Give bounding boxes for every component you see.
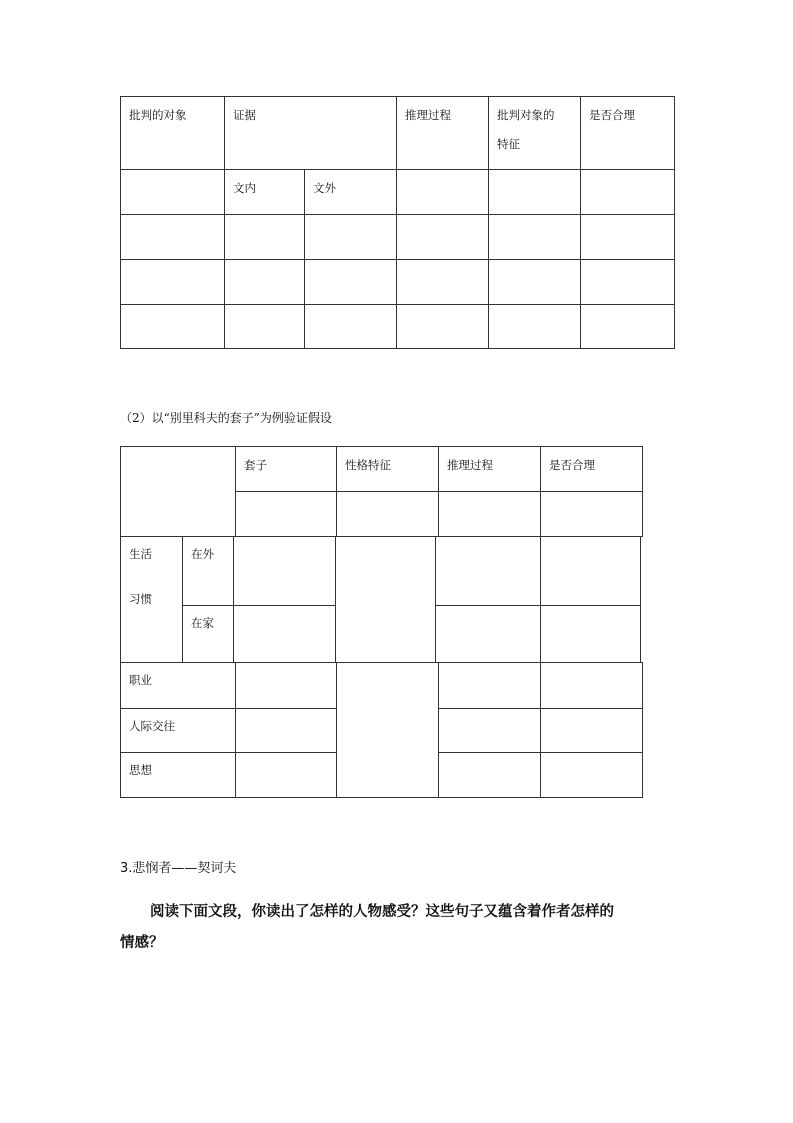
table-cell[interactable] bbox=[489, 215, 581, 260]
header-reasonable bbox=[581, 97, 675, 170]
header-character-traits bbox=[337, 447, 439, 492]
header-reasonable bbox=[541, 447, 643, 492]
table-cell[interactable] bbox=[305, 215, 397, 260]
table-cell[interactable] bbox=[541, 606, 641, 663]
sub-row-home bbox=[183, 606, 234, 663]
table-corner-cell bbox=[121, 447, 236, 537]
table-cell[interactable] bbox=[121, 260, 225, 305]
row-label: 在家 bbox=[191, 616, 214, 630]
table-cell[interactable] bbox=[541, 663, 643, 709]
other-aspects-table bbox=[120, 662, 643, 798]
table-row bbox=[121, 260, 675, 305]
row-thought bbox=[121, 753, 236, 798]
question-paragraph-line1: 阅读下面文段，你读出了怎样的人物感受？这些句子又蕴含着作者怎样的 bbox=[150, 903, 614, 920]
table-cell[interactable] bbox=[236, 753, 337, 798]
table-cell[interactable] bbox=[489, 305, 581, 349]
table-cell[interactable] bbox=[439, 753, 541, 798]
header-evidence bbox=[225, 97, 397, 170]
table-cell[interactable] bbox=[337, 663, 439, 798]
table-cell[interactable] bbox=[439, 709, 541, 753]
table-cell[interactable] bbox=[541, 709, 643, 753]
table-cell[interactable] bbox=[121, 215, 225, 260]
section-heading: 3.悲悯者——契诃夫 bbox=[120, 861, 237, 876]
table-cell[interactable] bbox=[225, 305, 305, 349]
row-label: 生活 bbox=[129, 547, 152, 561]
table-cell[interactable] bbox=[225, 215, 305, 260]
table-row bbox=[121, 305, 675, 349]
table-cell[interactable] bbox=[305, 305, 397, 349]
header-label: 性格特征 bbox=[345, 458, 391, 472]
table-cell[interactable] bbox=[337, 492, 439, 537]
table-cell[interactable] bbox=[541, 492, 643, 537]
table-cell[interactable] bbox=[121, 305, 225, 349]
question-paragraph-line2: 情感？ bbox=[120, 934, 164, 951]
table-cell[interactable] bbox=[234, 606, 336, 663]
table-cell[interactable] bbox=[489, 170, 581, 215]
section-caption: （2）以“别里科夫的套子”为例验证假设 bbox=[120, 411, 332, 425]
table-cell[interactable] bbox=[541, 537, 641, 606]
table-row bbox=[121, 215, 675, 260]
row-label: 在外 bbox=[191, 547, 214, 561]
header-label: 推理过程 bbox=[405, 108, 451, 122]
header-label: 批判的对象 bbox=[129, 108, 187, 122]
evidence-table bbox=[120, 96, 675, 349]
row-group-living-habits bbox=[121, 537, 183, 663]
header-criticized-object bbox=[121, 97, 225, 170]
row-label: 职业 bbox=[129, 673, 152, 687]
table-cell[interactable] bbox=[541, 753, 643, 798]
header-reasoning bbox=[439, 447, 541, 492]
header-label: 是否合理 bbox=[589, 108, 635, 122]
table-cell[interactable] bbox=[225, 260, 305, 305]
header-label: 批判对象的 bbox=[497, 108, 555, 122]
row-profession bbox=[121, 663, 236, 709]
table-cell[interactable] bbox=[236, 709, 337, 753]
subheader-label: 文内 bbox=[233, 181, 256, 195]
subheader-in-text bbox=[225, 170, 305, 215]
table-cell[interactable] bbox=[439, 663, 541, 709]
row-label: 思想 bbox=[129, 763, 152, 777]
table-cell[interactable] bbox=[236, 492, 337, 537]
table-cell[interactable] bbox=[581, 215, 675, 260]
table-cell[interactable] bbox=[121, 170, 225, 215]
table-cell[interactable] bbox=[397, 260, 489, 305]
table-cell[interactable] bbox=[236, 663, 337, 709]
header-label: 推理过程 bbox=[447, 458, 493, 472]
living-habits-table bbox=[120, 536, 641, 663]
sub-row-outside bbox=[183, 537, 234, 606]
table-cell[interactable] bbox=[439, 492, 541, 537]
subheader-label: 文外 bbox=[313, 181, 336, 195]
header-object-features bbox=[489, 97, 581, 170]
table-cell[interactable] bbox=[336, 537, 436, 663]
table-cell[interactable] bbox=[436, 537, 541, 606]
header-label: 特征 bbox=[497, 137, 520, 151]
header-reasoning bbox=[397, 97, 489, 170]
subheader-out-text bbox=[305, 170, 397, 215]
table-cell[interactable] bbox=[581, 170, 675, 215]
row-label: 习惯 bbox=[129, 592, 152, 606]
header-label: 套子 bbox=[244, 458, 267, 472]
table-cell[interactable] bbox=[305, 260, 397, 305]
table-cell[interactable] bbox=[397, 170, 489, 215]
row-label: 人际交往 bbox=[129, 719, 175, 733]
table-cell[interactable] bbox=[234, 537, 336, 606]
table-cell[interactable] bbox=[581, 305, 675, 349]
table-cell[interactable] bbox=[489, 260, 581, 305]
table-cell[interactable] bbox=[397, 305, 489, 349]
header-label: 证据 bbox=[233, 108, 256, 122]
row-relations bbox=[121, 709, 236, 753]
header-case bbox=[236, 447, 337, 492]
header-label: 是否合理 bbox=[549, 458, 595, 472]
table-cell[interactable] bbox=[581, 260, 675, 305]
hypothesis-table-header bbox=[120, 446, 643, 537]
table-cell[interactable] bbox=[436, 606, 541, 663]
table-cell[interactable] bbox=[397, 215, 489, 260]
